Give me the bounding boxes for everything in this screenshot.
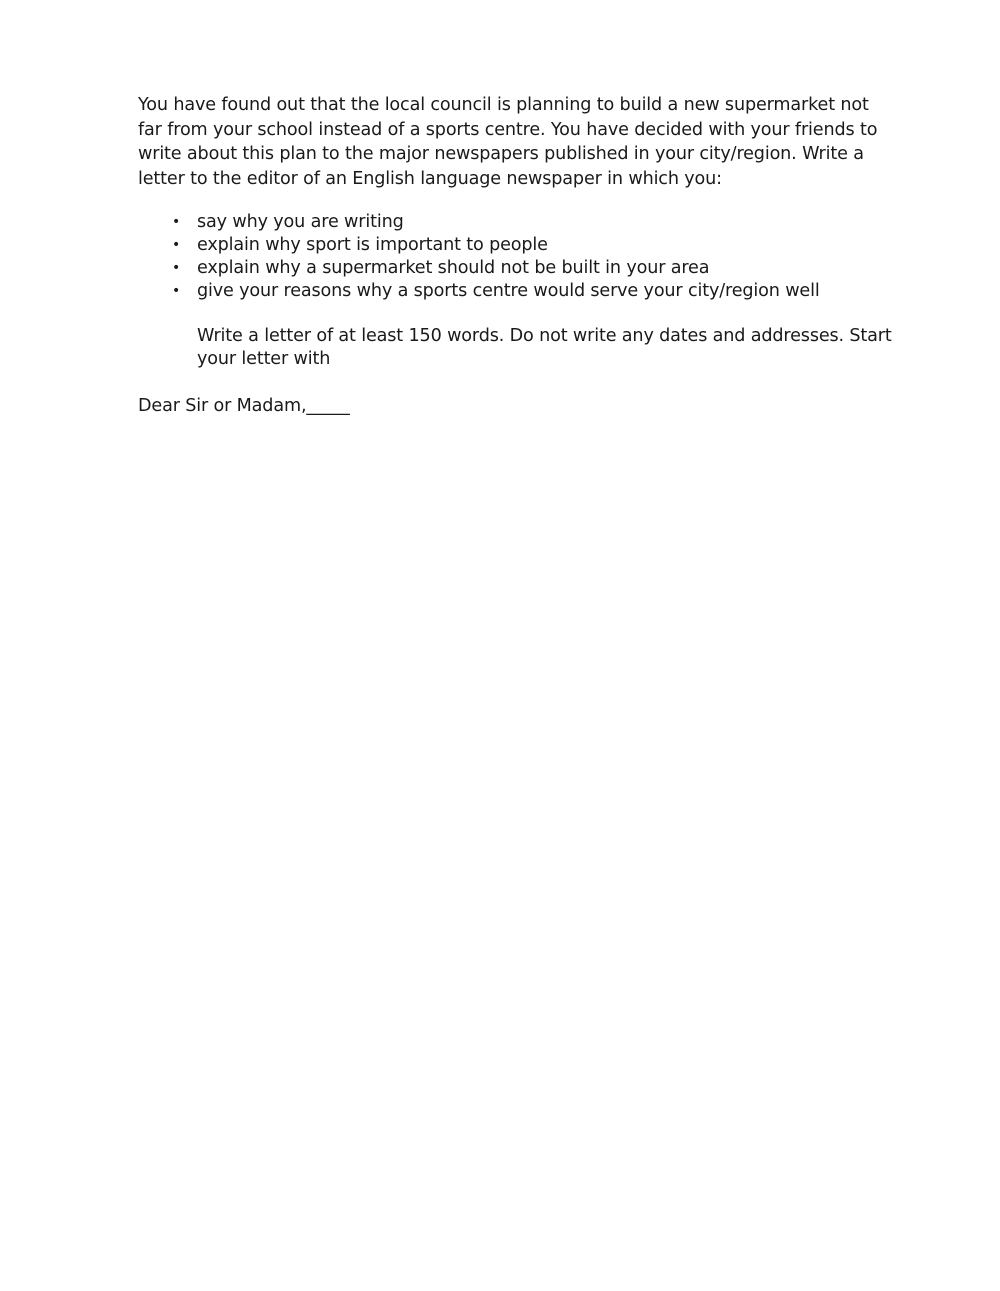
worksheet-content xyxy=(138,93,928,418)
salutation-text: Dear Sir or Madam,_____ xyxy=(138,396,350,416)
task-bullet-list xyxy=(138,211,928,303)
prompt-line: write about this plan to the major newspapers published in your city/region. Write a xyxy=(138,144,864,164)
instruction-line: Write a letter of at least 150 words. Do not write any dates and addresses. Start xyxy=(197,326,892,346)
task-item xyxy=(138,234,928,257)
word-count-instruction xyxy=(197,325,928,371)
task-prompt xyxy=(138,93,928,191)
letter-salutation xyxy=(138,395,928,418)
bullet-icon: • xyxy=(172,260,181,276)
instruction-line: your letter with xyxy=(197,349,331,369)
task-item-text: explain why a supermarket should not be built in your area xyxy=(197,258,710,278)
task-item-text: say why you are writing xyxy=(197,212,404,232)
prompt-line: letter to the editor of an English language newspaper in which you: xyxy=(138,168,722,189)
task-item xyxy=(138,211,928,234)
task-item-text: give your reasons why a sports centre would serve your city/region well xyxy=(197,281,820,301)
task-item xyxy=(138,257,928,280)
prompt-line: You have found out that the local council is planning to build a new supermarket not xyxy=(138,95,869,115)
task-item xyxy=(138,280,928,303)
bullet-icon: • xyxy=(172,214,181,230)
prompt-line: far from your school instead of a sports centre. You have decided with your friends to xyxy=(138,119,878,140)
bullet-icon: • xyxy=(172,283,181,299)
task-item-text: explain why sport is important to people xyxy=(197,235,548,255)
bullet-icon: • xyxy=(172,237,181,253)
